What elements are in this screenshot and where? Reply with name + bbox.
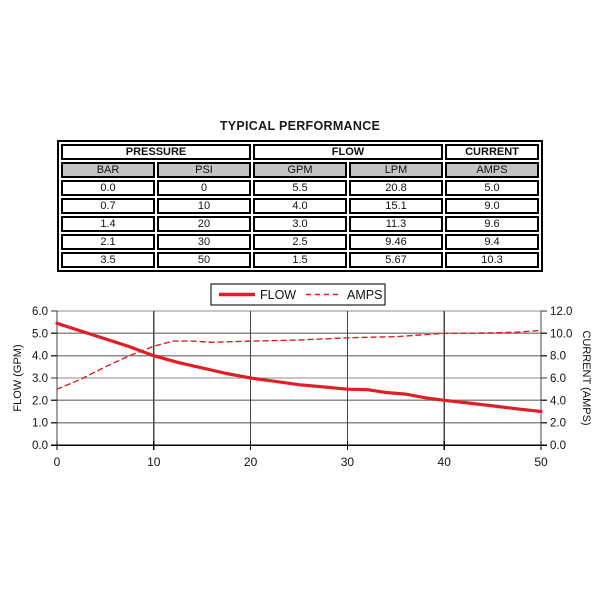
table-cell-r3-c1: 30 [157, 234, 251, 250]
x-tick-label: 10 [147, 455, 161, 469]
table-cell-r0-c0: 0.0 [61, 180, 155, 196]
left-tick-label: 6.0 [32, 306, 48, 318]
group-header-current: CURRENT [445, 144, 539, 160]
table-group-header-row [61, 144, 539, 160]
table-cell-r1-c2: 4.0 [253, 198, 347, 214]
left-tick-label: 0.0 [32, 440, 48, 452]
x-tick-label: 30 [340, 455, 355, 469]
left-axis-title: FLOW (GPM) [12, 344, 24, 412]
table-cell-r1-c0: 0.7 [61, 198, 155, 214]
performance-chart [0, 278, 600, 478]
right-tick-label: 2.0 [550, 417, 566, 430]
table-cell-r1-c3: 15.1 [349, 198, 443, 214]
left-tick-label: 5.0 [32, 328, 48, 341]
column-header-amps: AMPS [445, 162, 539, 178]
column-header-gpm: GPM [253, 162, 347, 178]
table-row [61, 216, 539, 232]
right-tick-label: 4.0 [550, 395, 566, 408]
table-cell-r2-c2: 3.0 [253, 216, 347, 232]
right-axis-title: CURRENT (AMPS) [580, 330, 592, 426]
performance-table-body [61, 180, 539, 268]
right-tick-label: 12.0 [550, 306, 573, 318]
right-tick-label: 6.0 [550, 373, 566, 385]
group-header-pressure: PRESSURE [61, 144, 251, 160]
x-tick-label: 50 [534, 455, 548, 469]
table-cell-r4-c2: 1.5 [253, 252, 347, 268]
left-tick-label: 2.0 [32, 395, 48, 408]
left-tick-label: 3.0 [32, 373, 48, 385]
table-row [61, 180, 539, 196]
table-row [61, 252, 539, 268]
table-cell-r1-c1: 10 [157, 198, 251, 214]
legend-amps-label: AMPS [347, 288, 383, 302]
table-row [61, 234, 539, 250]
table-cell-r3-c3: 9.46 [349, 234, 443, 250]
table-cell-r4-c3: 5.67 [349, 252, 443, 268]
flow-line [57, 323, 541, 411]
legend-flow-label: FLOW [260, 288, 297, 302]
table-cell-r3-c4: 9.4 [445, 234, 539, 250]
column-header-lpm: LPM [349, 162, 443, 178]
group-header-flow: FLOW [253, 144, 443, 160]
table-cell-r4-c4: 10.3 [445, 252, 539, 268]
table-column-header-row [61, 162, 539, 178]
table-row [61, 198, 539, 214]
amps-line [57, 331, 541, 390]
table-cell-r0-c4: 5.0 [445, 180, 539, 196]
x-tick-label: 20 [243, 455, 258, 469]
right-tick-label: 0.0 [550, 440, 566, 452]
performance-table [57, 140, 543, 272]
table-cell-r2-c3: 11.3 [349, 216, 443, 232]
table-cell-r2-c0: 1.4 [61, 216, 155, 232]
x-tick-label: 40 [437, 455, 451, 469]
table-cell-r1-c4: 9.0 [445, 198, 539, 214]
table-cell-r3-c0: 2.1 [61, 234, 155, 250]
table-cell-r0-c3: 20.8 [349, 180, 443, 196]
table-cell-r0-c2: 5.5 [253, 180, 347, 196]
table-cell-r0-c1: 0 [157, 180, 251, 196]
right-tick-label: 8.0 [550, 350, 566, 363]
table-cell-r2-c1: 20 [157, 216, 251, 232]
table-title: TYPICAL PERFORMANCE [219, 119, 381, 133]
right-tick-label: 10.0 [550, 328, 573, 341]
column-header-bar: BAR [61, 162, 155, 178]
table-cell-r2-c4: 9.6 [445, 216, 539, 232]
column-header-psi: PSI [157, 162, 251, 178]
left-tick-label: 1.0 [32, 417, 48, 430]
table-cell-r4-c1: 50 [157, 252, 251, 268]
table-cell-r4-c0: 3.5 [61, 252, 155, 268]
left-tick-label: 4.0 [32, 350, 48, 363]
performance-table-head [61, 144, 539, 178]
x-tick-label: 0 [53, 455, 61, 469]
table-cell-r3-c2: 2.5 [253, 234, 347, 250]
